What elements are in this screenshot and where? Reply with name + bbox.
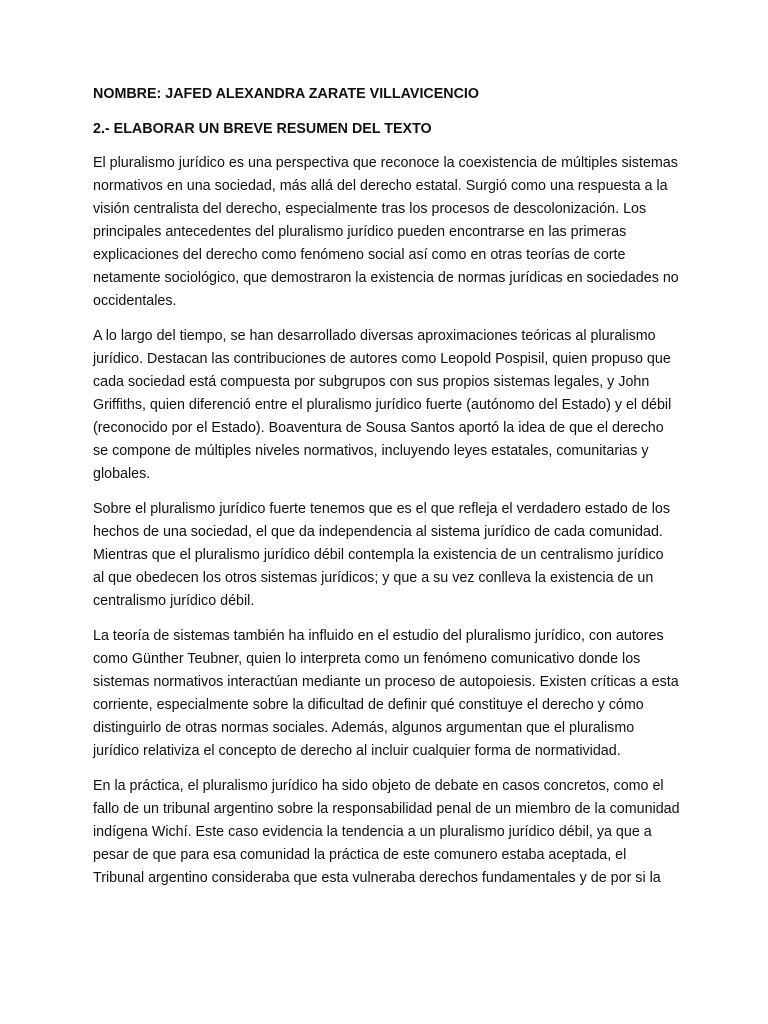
text-line: al que obedecen los otros sistemas jurídicos; y que a su vez conlleva la existencia de un <box>93 570 654 586</box>
text-line: (reconocido por el Estado). Boaventura de Sousa Santos aportó la idea de que el derecho <box>93 420 664 436</box>
text-line: A lo largo del tiempo, se han desarrollado diversas aproximaciones teóricas al pluralismo <box>93 328 656 344</box>
text-line: occidentales. <box>93 293 177 309</box>
paragraph-strong-weak <box>93 498 678 613</box>
paragraph-practice <box>93 775 678 890</box>
text-line: Tribunal argentino consideraba que esta vulneraba derechos fundamentales y de por si la <box>93 870 661 886</box>
text-line: sistemas normativos interactúan mediante un proceso de autopoiesis. Existen críticas a esta <box>93 674 679 690</box>
paragraph-intro <box>93 152 678 313</box>
text-line: se compone de múltiples niveles normativos, incluyendo leyes estatales, comunitarias y <box>93 443 649 459</box>
text-line: globales. <box>93 466 151 482</box>
document-content <box>93 83 678 902</box>
student-name-heading: NOMBRE: JAFED ALEXANDRA ZARATE VILLAVICENCIO <box>93 86 480 102</box>
text-line: netamente sociológico, que demostraron la existencia de normas jurídicas en sociedades no <box>93 270 679 286</box>
text-line: Griffiths, quien diferenció entre el pluralismo jurídico fuerte (autónomo del Estado) y el débil <box>93 397 672 413</box>
summary-body <box>93 152 678 890</box>
text-line: pesar de que para esa comunidad la práctica de este comunero estaba aceptada, el <box>93 847 627 863</box>
text-line: En la práctica, el pluralismo jurídico ha sido objeto de debate en casos concretos, como el <box>93 778 664 794</box>
text-line: normativos en una sociedad, más allá del derecho estatal. Surgió como una respuesta a la <box>93 178 668 194</box>
section-title: 2.- ELABORAR UN BREVE RESUMEN DEL TEXTO <box>93 121 432 137</box>
text-line: explicaciones del derecho como fenómeno social así como en otras teorías de corte <box>93 247 626 263</box>
text-line: visión centralista del derecho, especialmente tras los procesos de descolonización. Los <box>93 201 647 217</box>
text-line: centralismo jurídico débil. <box>93 593 255 609</box>
text-line: fallo de un tribunal argentino sobre la responsabilidad penal de un miembro de la comunidad <box>93 801 680 817</box>
text-line: corriente, especialmente sobre la dificultad de definir qué constituye el derecho y cómo <box>93 697 644 713</box>
text-line: El pluralismo jurídico es una perspectiva que reconoce la coexistencia de múltiples sistemas <box>93 155 678 171</box>
text-line: jurídico. Destacan las contribuciones de autores como Leopold Pospisil, quien propuso que <box>93 351 671 367</box>
text-line: indígena Wichí. Este caso evidencia la tendencia a un pluralismo jurídico débil, ya que a <box>93 824 652 840</box>
text-line: hechos de una sociedad, el que da independencia al sistema jurídico de cada comunidad. <box>93 524 663 540</box>
text-line: distinguirlo de otras normas sociales. Además, algunos argumentan que el pluralismo <box>93 720 635 736</box>
text-line: Mientras que el pluralismo jurídico débil contempla la existencia de un centralismo jurídico <box>93 547 664 563</box>
text-line: jurídico relativiza el concepto de derecho al incluir cualquier forma de normatividad. <box>93 743 621 759</box>
paragraph-theories <box>93 325 678 486</box>
text-line: cada sociedad está compuesta por subgrupos con sus propios sistemas legales, y John <box>93 374 650 390</box>
text-line: Sobre el pluralismo jurídico fuerte tenemos que es el que refleja el verdadero estado de los <box>93 501 670 517</box>
text-line: principales antecedentes del pluralismo jurídico pueden encontrarse en las primeras <box>93 224 627 240</box>
paragraph-systems-theory <box>93 625 678 763</box>
text-line: como Günther Teubner, quien lo interpreta como un fenómeno comunicativo donde los <box>93 651 641 667</box>
text-line: La teoría de sistemas también ha influido en el estudio del pluralismo jurídico, con autores <box>93 628 664 644</box>
